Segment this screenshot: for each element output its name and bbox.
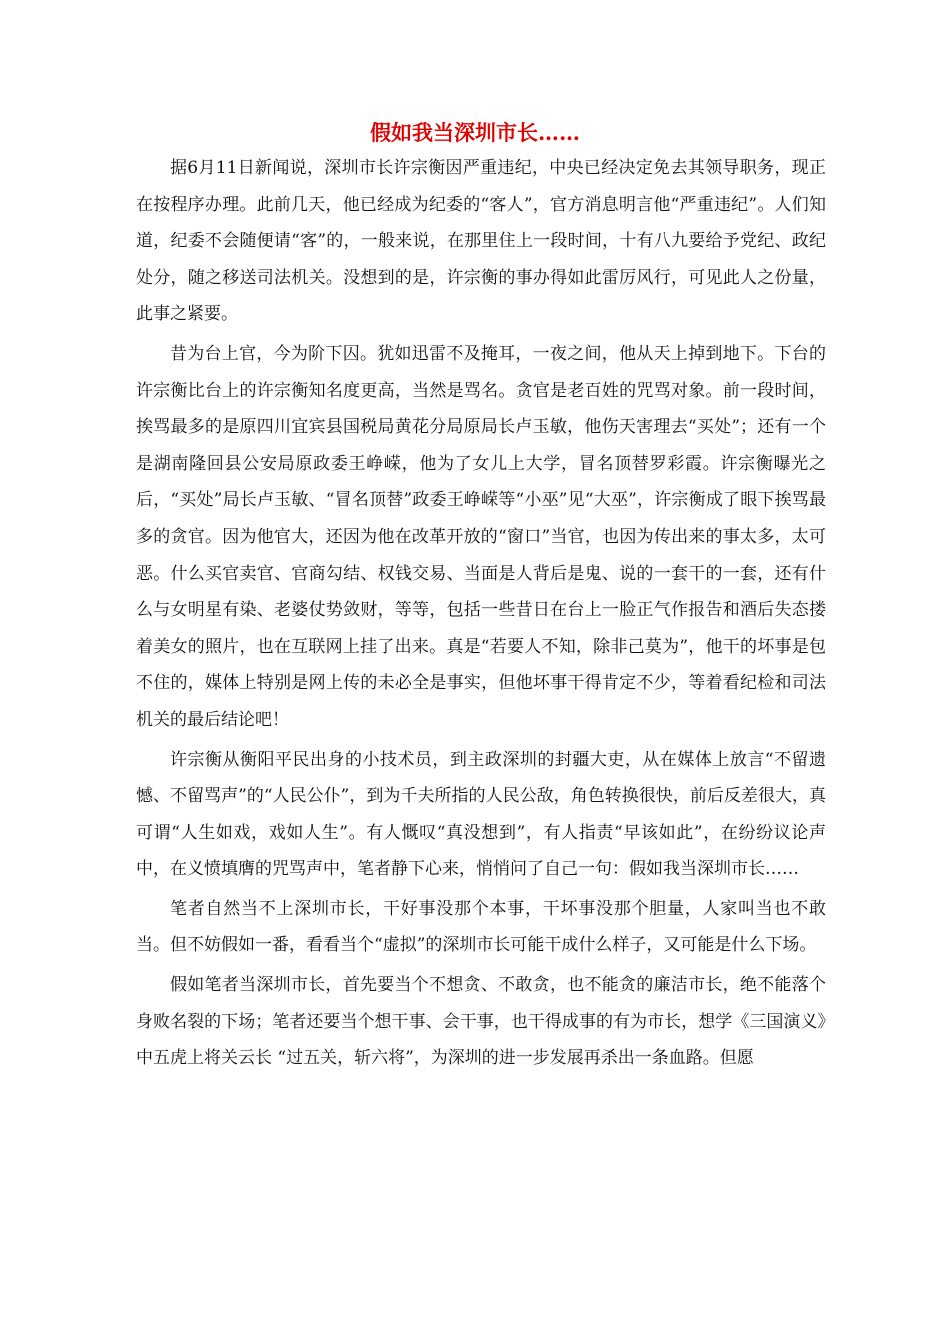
paragraph: 据6月11日新闻说，深圳市长许宗衡因严重违纪，中央已经决定免去其领导职务，现正在按程序办理。此前几天，他已经成为纪委的“客人”，官方消息明言他“严重违纪”。人们知道，纪委不会随便请“客”的，一般来说，在那里住上一段时间，十有八九要给予党纪、政纪处分，随之移送司法机关。没想到的是，许宗衡的事办得如此雷厉风行，可见此人之份量，此事之紧要。 (136, 158, 826, 325)
document-title: 假如我当深圳市长…… (370, 120, 580, 145)
paragraph: 许宗衡从衡阳平民出身的小技术员，到主政深圳的封疆大吏，从在媒体上放言“不留遗憾、不留骂声”的“人民公仆”，到为千夫所指的人民公敌，角色转换很快，前后反差很大，真可谓“人生如戏，戏如人生”。有人慨叹“真没想到”，有人指责“早该如此”，在纷纷议论声中，在义愤填膺的咒骂声中，笔者静下心来，悄悄问了自己一句：假如我当深圳市长…… (136, 749, 826, 880)
paragraph: 笔者自然当不上深圳市长，干好事没那个本事，干坏事没那个胆量，人家叫当也不敢当。但不妨假如一番，看看当个“虚拟”的深圳市长可能干成什么样子，又可能是什么下场。 (136, 898, 826, 956)
paragraph: 昔为台上官，今为阶下囚。犹如迅雷不及掩耳，一夜之间，他从天上掉到地下。下台的许宗衡比台上的许宗衡知名度更高，当然是骂名。贪官是老百姓的咒骂对象。前一段时间，挨骂最多的是原四川宜宾县国税局黄花分局原局长卢玉敏，他伤天害理去“买处”；还有一个是湖南隆回县公安局原政委王峥嵘，他为了女儿上大学，冒名顶替罗彩霞。许宗衡曝光之后，“买处”局长卢玉敏、“冒名顶替”政委王峥嵘等“小巫”见“大巫”，许宗衡成了眼下挨骂最多的贪官。因为他官大，还因为他在改革开放的“窗口”当官，也因为传出来的事太多，太可恶。什么买官卖官、官商勾结、权钱交易、当面是人背后是鬼、说的一套干的一套，还有什么与女明星有染、老婆仗势敛财，等等，包括一些昔日在台上一脸正气作报告和酒后失态搂着美女的照片，也在互联网上挂了出来。真是“若要人不知，除非己莫为”，他干的坏事是包不住的，媒体上特别是网上传的未必全是事实，但他坏事干得肯定不少，等着看纪检和司法机关的最后结论吧！ (136, 343, 826, 730)
document-body (136, 150, 826, 1080)
paragraph: 假如笔者当深圳市长，首先要当个不想贪、不敢贪，也不能贪的廉洁市长，绝不能落个身败名裂的下场；笔者还要当个想干事、会干事，也干得成事的有为市长，想学《三国演义》中五虎上将关云长 “过五关，斩六将”，为深圳的进一步发展再杀出一条血路。但愿 (136, 975, 826, 1069)
